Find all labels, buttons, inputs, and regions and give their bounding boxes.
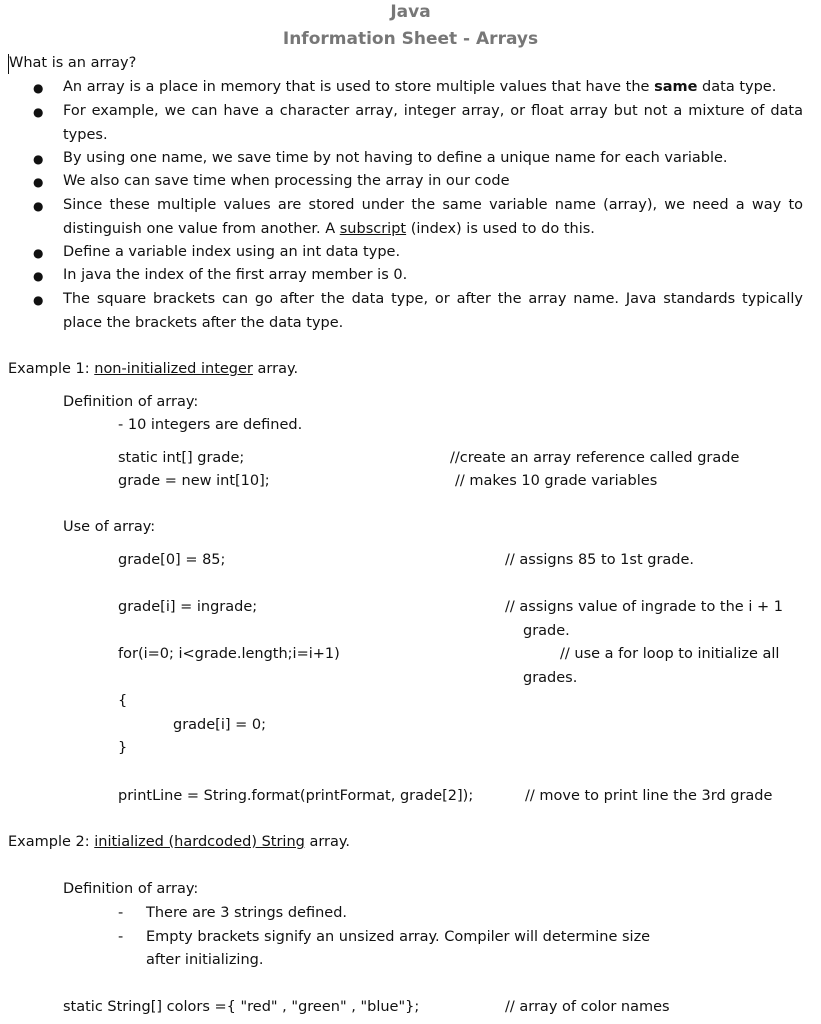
example1-definition-note: - 10 integers are defined. <box>118 417 303 433</box>
list-item: For example, we can have a character array, integer array, or float array but not a mixture of data types. <box>63 103 803 143</box>
example1-use-label: Use of array: <box>63 519 156 535</box>
page-title: Java <box>390 2 431 22</box>
bullet-icon: ● <box>33 269 44 283</box>
dash-marker: - <box>118 929 124 945</box>
list-item: By using one name, we save time by not having to define a unique name for each variable. <box>63 150 728 166</box>
bullet-icon: ● <box>33 105 44 119</box>
list-item: The square brackets can go after the data type, or after the array name. Java standards typically place the brackets after the data type. <box>63 291 803 331</box>
example1-heading: Example 1: non-initialized integer array. <box>8 361 299 377</box>
bullet-icon: ● <box>33 81 44 95</box>
code-comment: grade. <box>523 623 570 639</box>
code-comment: // use a for loop to initialize all <box>560 646 780 662</box>
code-line: grade = new int[10]; <box>118 473 270 489</box>
bullet-icon: ● <box>33 246 44 260</box>
page-subtitle: Information Sheet - Arrays <box>282 29 539 49</box>
code-line: { <box>118 693 128 709</box>
example2-note: Empty brackets signify an unsized array. Compiler will determine size <box>146 929 651 945</box>
example2-heading: Example 2: initialized (hardcoded) String array. <box>8 834 351 850</box>
list-item: Since these multiple values are stored under the same variable name (array), we need a way to distinguish one value from another. A subscript (index) is used to do this. <box>63 197 803 237</box>
code-comment: grades. <box>523 670 578 686</box>
list-item: Define a variable index using an int data type. <box>63 244 401 260</box>
code-comment: // makes 10 grade variables <box>455 473 658 489</box>
bullet-icon: ● <box>33 152 44 166</box>
bullet-icon: ● <box>33 175 44 189</box>
code-comment: // assigns value of ingrade to the i + 1 <box>505 599 783 615</box>
list-item: An array is a place in memory that is used to store multiple values that have the same data type. <box>63 79 777 95</box>
code-comment: //create an array reference called grade <box>450 450 740 466</box>
code-line: grade[0] = 85; <box>118 552 226 568</box>
bullet-icon: ● <box>33 199 44 213</box>
example2-note: There are 3 strings defined. <box>146 905 348 921</box>
intro-question: What is an array? <box>9 55 137 71</box>
code-line: } <box>118 740 128 756</box>
code-line: for(i=0; i<grade.length;i=i+1) <box>118 646 340 662</box>
example1-definition-label: Definition of array: <box>63 394 199 410</box>
code-line: grade[i] = ingrade; <box>118 599 258 615</box>
code-comment: // move to print line the 3rd grade <box>525 788 773 804</box>
bullet-icon: ● <box>33 293 44 307</box>
code-comment: // array of color names <box>505 999 670 1015</box>
example2-definition-label: Definition of array: <box>63 881 199 897</box>
code-line: static int[] grade; <box>118 450 245 466</box>
list-item: We also can save time when processing the array in our code <box>63 173 510 189</box>
code-comment: // assigns 85 to 1st grade. <box>505 552 695 568</box>
list-item: In java the index of the first array member is 0. <box>63 267 408 283</box>
code-line: grade[i] = 0; <box>173 717 266 733</box>
code-line: printLine = String.format(printFormat, grade[2]); <box>118 788 474 804</box>
example2-note: after initializing. <box>146 952 264 968</box>
code-line: static String[] colors ={ "red" , "green" , "blue"}; <box>63 999 420 1015</box>
dash-marker: - <box>118 905 124 921</box>
